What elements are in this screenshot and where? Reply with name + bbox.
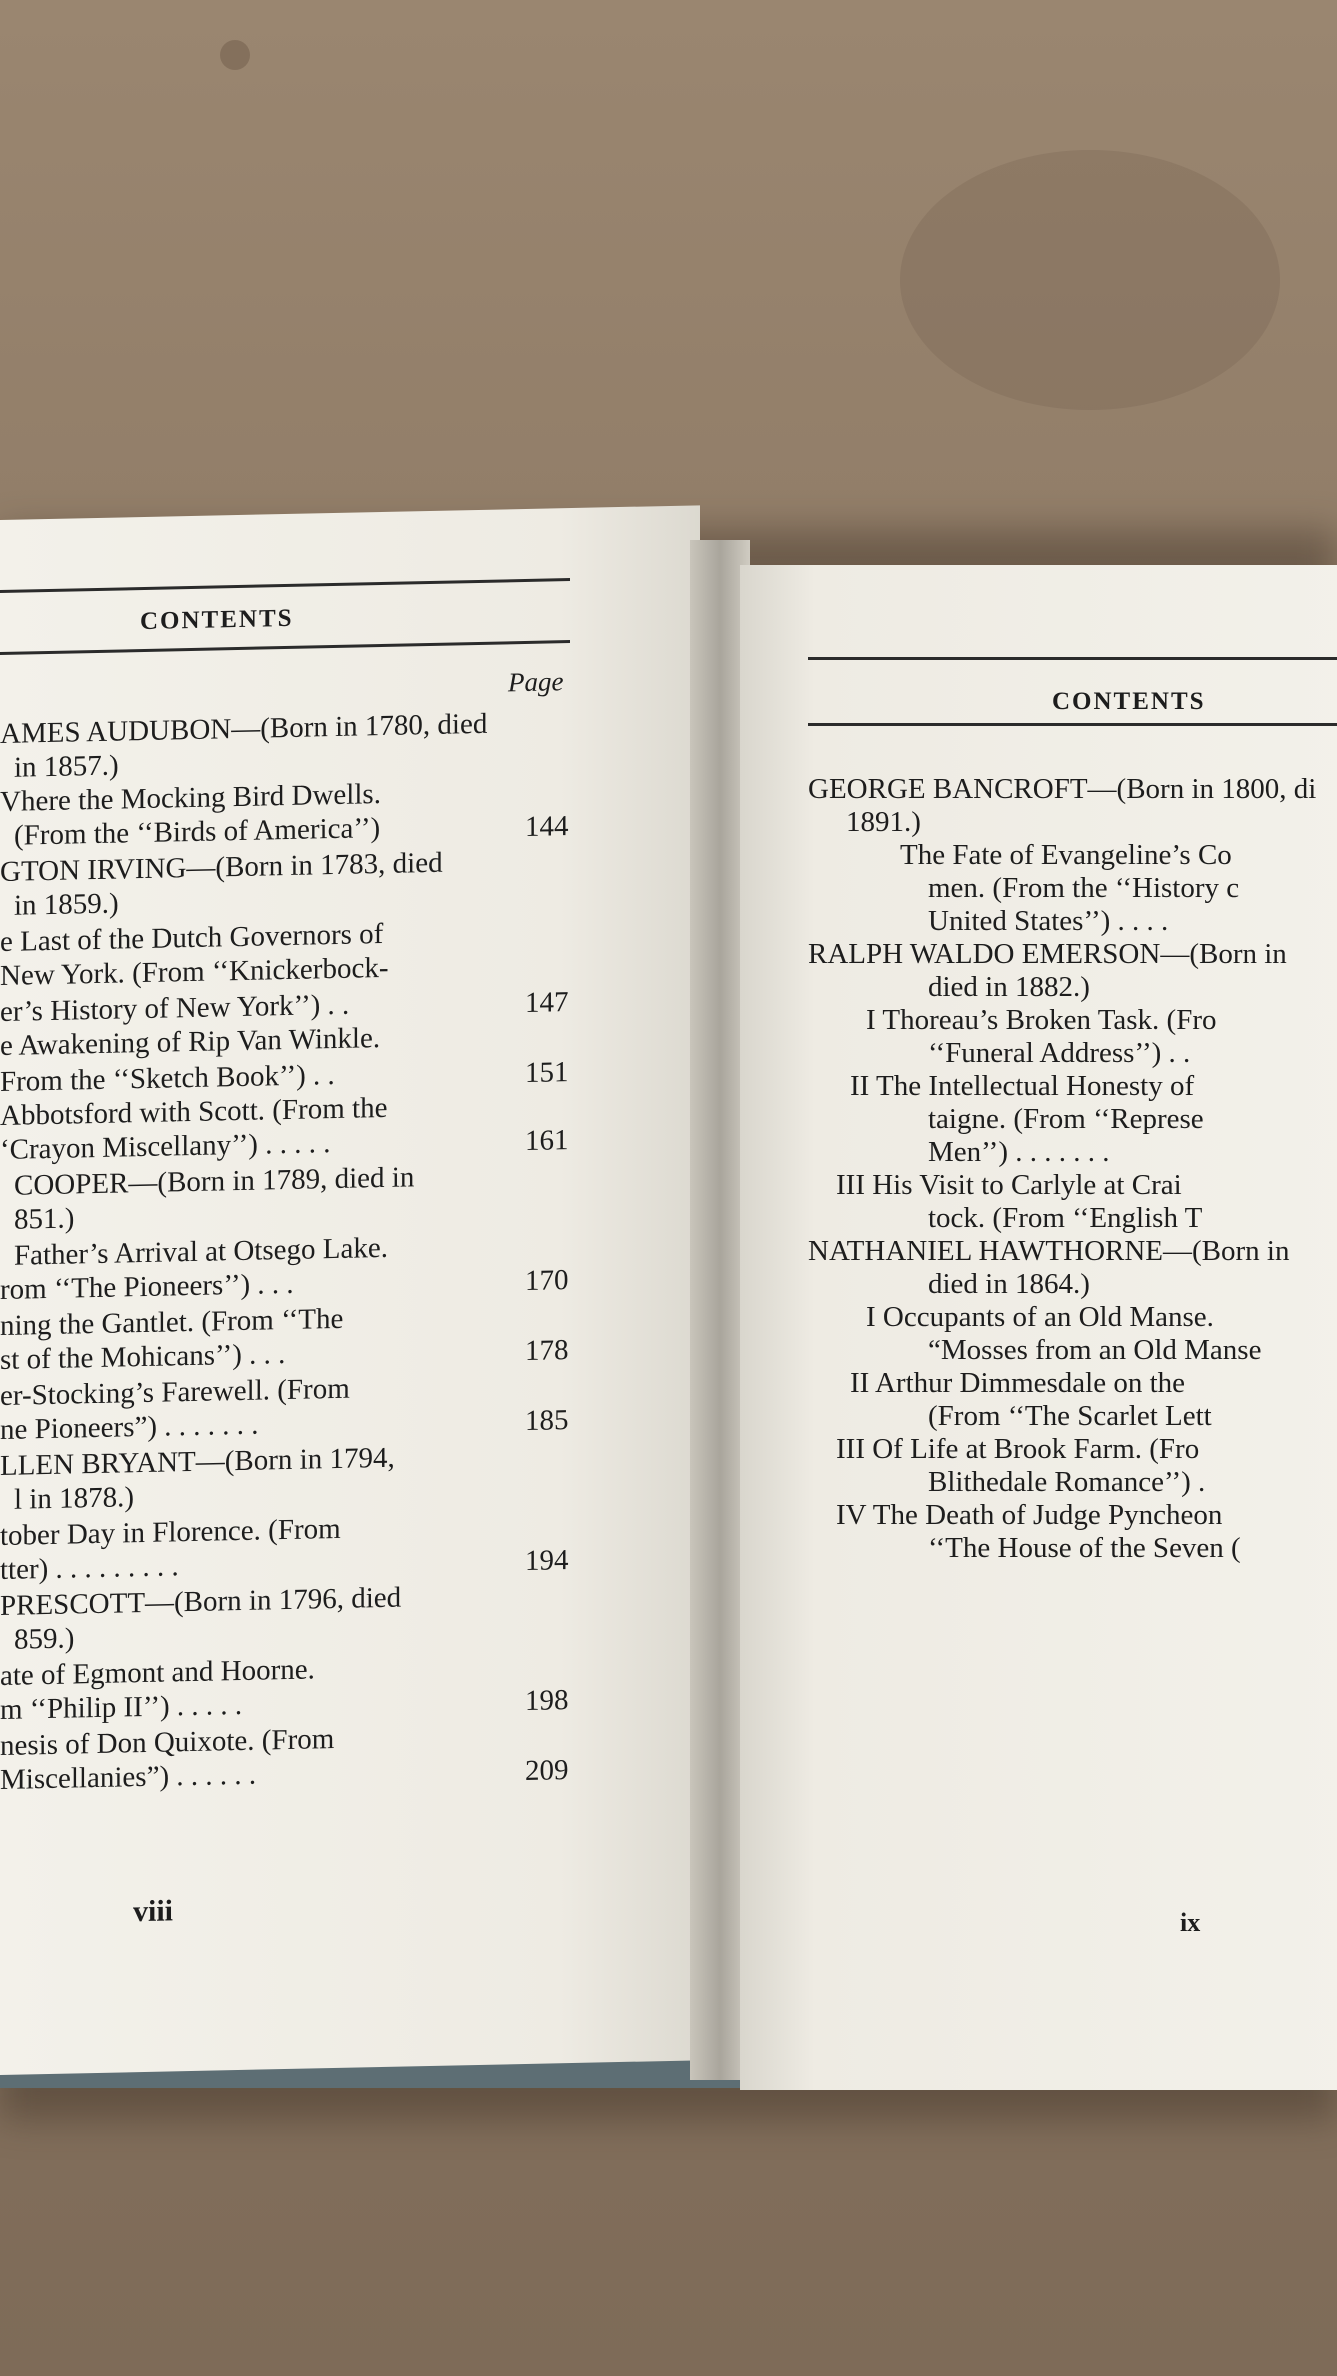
toc-line: Father’s Arrival at Otsego Lake. xyxy=(14,1231,388,1272)
toc-line: AMES AUDUBON—(Born in 1780, died xyxy=(0,707,488,750)
toc-line: l in 1878.) xyxy=(14,1481,135,1516)
toc-line: GEORGE BANCROFT—(Born in 1800, di xyxy=(808,773,1317,805)
toc-line: III His Visit to Carlyle at Crai xyxy=(836,1169,1182,1201)
toc-line: died in 1864.) xyxy=(928,1268,1090,1300)
toc-line: ne Pioneers”) . . . . . . . xyxy=(0,1408,259,1446)
toc-line: I Thoreau’s Broken Task. (Fro xyxy=(866,1004,1217,1036)
toc-line: LLEN BRYANT—(Born in 1794, xyxy=(0,1441,395,1482)
toc-page-number: 147 xyxy=(525,986,569,1020)
toc-line: IV The Death of Judge Pyncheon xyxy=(836,1499,1223,1531)
right-heading-rule xyxy=(808,723,1337,726)
toc-line: III Of Life at Brook Farm. (Fro xyxy=(836,1433,1200,1465)
toc-line: taigne. (From ‘‘Represe xyxy=(928,1103,1204,1135)
toc-line: Men’’) . . . . . . . xyxy=(928,1136,1110,1168)
toc-line: tober Day in Florence. (From xyxy=(0,1512,341,1552)
toc-line: “Mosses from an Old Manse xyxy=(928,1334,1262,1366)
toc-page-number: 185 xyxy=(525,1404,569,1438)
toc-line: er-Stocking’s Farewell. (From xyxy=(0,1372,350,1412)
toc-line: From the ‘‘Sketch Book’’) . . xyxy=(0,1058,335,1098)
toc-line: NATHANIEL HAWTHORNE—(Born in xyxy=(808,1235,1290,1267)
toc-line: in 1859.) xyxy=(14,887,119,922)
table-surface-spot xyxy=(220,40,250,70)
toc-line: st of the Mohicans’’) . . . xyxy=(0,1338,286,1376)
toc-page-number: 170 xyxy=(525,1264,569,1298)
toc-line: nesis of Don Quixote. (From xyxy=(0,1722,335,1762)
toc-line: er’s History of New York’’) . . xyxy=(0,988,350,1028)
toc-line: RALPH WALDO EMERSON—(Born in xyxy=(808,938,1287,970)
right-page xyxy=(740,565,1337,2090)
right-folio: ix xyxy=(1180,1908,1201,1937)
toc-page-number: 151 xyxy=(525,1056,569,1090)
toc-line: 1891.) xyxy=(846,806,921,838)
right-top-rule xyxy=(808,657,1337,660)
toc-page-number: 161 xyxy=(525,1124,569,1158)
toc-line: (From the ‘‘Birds of America’’) xyxy=(14,812,381,852)
toc-line: ‘‘The House of the Seven ( xyxy=(928,1532,1241,1564)
toc-line: United States’’) . . . . xyxy=(928,905,1169,937)
toc-line: ‘Crayon Miscellany’’) . . . . . xyxy=(0,1127,331,1166)
left-page xyxy=(0,505,700,2075)
toc-line: GTON IRVING—(Born in 1783, died xyxy=(0,846,443,888)
toc-line: I Occupants of an Old Manse. xyxy=(866,1301,1214,1333)
toc-line: tter) . . . . . . . . . xyxy=(0,1550,179,1586)
toc-line: 851.) xyxy=(14,1202,75,1236)
toc-page-number: 194 xyxy=(525,1544,569,1578)
toc-line: tock. (From ‘‘English T xyxy=(928,1202,1203,1234)
left-top-rule xyxy=(0,578,570,593)
toc-line: ‘‘Funeral Address’’) . . xyxy=(928,1037,1191,1069)
toc-line: The Fate of Evangeline’s Co xyxy=(900,839,1232,871)
toc-line: (From ‘‘The Scarlet Lett xyxy=(928,1400,1212,1432)
toc-page-number: 209 xyxy=(525,1754,569,1788)
toc-line: Vhere the Mocking Bird Dwells. xyxy=(0,778,381,818)
toc-line: II Arthur Dimmesdale on the xyxy=(850,1367,1186,1399)
toc-line: e Awakening of Rip Van Winkle. xyxy=(0,1022,381,1062)
toc-line: ning the Gantlet. (From ‘‘The xyxy=(0,1302,344,1342)
toc-line: in 1857.) xyxy=(14,749,119,784)
left-heading: CONTENTS xyxy=(140,604,294,636)
toc-line: New York. (From ‘‘Knickerbock- xyxy=(0,951,389,992)
table-surface-spot xyxy=(900,150,1280,410)
left-folio: viii xyxy=(133,1894,174,1929)
toc-line: Blithedale Romance’’) . xyxy=(928,1466,1206,1498)
toc-page-number: 178 xyxy=(525,1334,569,1368)
toc-page-number: 198 xyxy=(525,1684,569,1718)
right-heading: CONTENTS xyxy=(1052,688,1206,715)
toc-line: e Last of the Dutch Governors of xyxy=(0,917,384,958)
toc-line: COOPER—(Born in 1789, died in xyxy=(14,1161,415,1202)
toc-line: 859.) xyxy=(14,1622,75,1656)
left-page-label: Page xyxy=(508,666,564,698)
toc-page-number: 144 xyxy=(525,810,569,844)
toc-line: died in 1882.) xyxy=(928,971,1090,1003)
toc-line: men. (From the ‘‘History c xyxy=(928,872,1240,904)
toc-line: m ‘‘Philip II’’) . . . . . xyxy=(0,1688,243,1726)
toc-line: Abbotsford with Scott. (From the xyxy=(0,1091,388,1132)
left-heading-rule xyxy=(0,640,570,655)
toc-line: ate of Egmont and Hoorne. xyxy=(0,1653,315,1692)
toc-line: rom ‘‘The Pioneers’’) . . . xyxy=(0,1267,294,1306)
toc-line: Miscellanies”) . . . . . . xyxy=(0,1758,257,1796)
toc-line: PRESCOTT—(Born in 1796, died xyxy=(0,1581,402,1622)
toc-line: II The Intellectual Honesty of xyxy=(850,1070,1195,1102)
